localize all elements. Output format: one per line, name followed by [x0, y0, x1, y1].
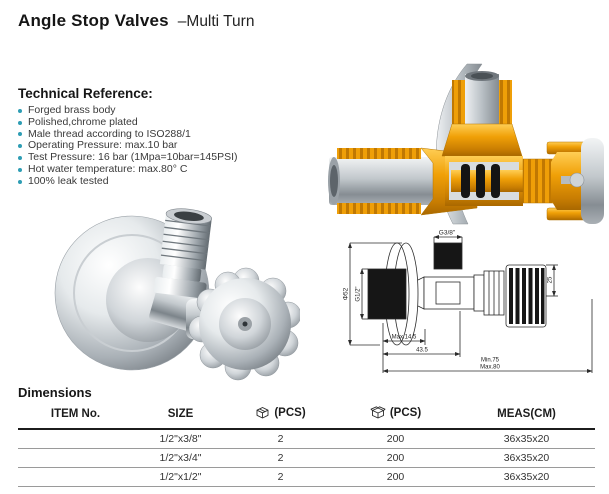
cell-size: 1/2"x1/2"	[133, 468, 228, 487]
technical-reference-section	[18, 86, 338, 188]
cell-carton-pcs: 200	[333, 429, 458, 449]
o-ring	[491, 164, 500, 198]
dimension-drawing	[340, 227, 605, 379]
bullet-icon	[18, 180, 22, 184]
inner-box-icon	[255, 406, 270, 419]
handle-cap	[581, 138, 604, 224]
pipe-bore	[330, 165, 338, 197]
list-item	[18, 164, 338, 176]
table-row	[18, 468, 595, 487]
label-wall-depth: Max.14.5	[391, 334, 417, 341]
label-top-thread: G3/8"	[438, 229, 456, 237]
list-item	[18, 176, 338, 188]
dimensions-table	[18, 402, 595, 487]
outlet-thread-left	[452, 80, 465, 124]
label-flange-diameter: Φ52	[342, 287, 350, 301]
outlet-thread-section	[434, 243, 462, 269]
col-header-meas: MEAS(CM)	[458, 402, 595, 429]
list-item-text: Hot water temperature: max.80° C	[28, 162, 188, 175]
list-item-text: Test Pressure: 16 bar (1Mpa=10bar=145PSI)	[28, 151, 238, 164]
cell-carton-pcs: 200	[333, 449, 458, 468]
inlet-pipe	[329, 157, 445, 205]
list-item-text: Male thread according to ISO288/1	[28, 127, 191, 140]
carton-box-icon	[370, 406, 386, 419]
label-handle-dim: 25	[547, 276, 554, 284]
table-row	[18, 449, 595, 468]
cell-size: 1/2"x3/4"	[133, 449, 228, 468]
cell-inner-pcs: 2	[228, 468, 333, 487]
technical-reference-list	[18, 105, 338, 188]
valve-cutaway-image	[325, 58, 605, 228]
page-header	[18, 11, 254, 31]
inlet-thread-top	[337, 148, 421, 159]
bullet-icon	[18, 144, 22, 148]
col-header-inner-pcs-label: (PCS)	[274, 406, 306, 419]
cell-inner-pcs: 2	[228, 449, 333, 468]
cell-meas: 36x35x20	[458, 468, 595, 487]
cell-meas: 36x35x20	[458, 449, 595, 468]
list-item-text: Polished,chrome plated	[28, 115, 138, 128]
label-inlet-thread: G1/2"	[355, 286, 362, 302]
page-title: Angle Stop Valves	[18, 11, 169, 30]
label-total-min: Min.75	[480, 357, 500, 364]
list-item	[18, 117, 338, 129]
o-ring	[461, 164, 470, 198]
table-row	[18, 429, 595, 449]
col-header-size: SIZE	[133, 402, 228, 429]
cell-meas: 36x35x20	[458, 429, 595, 449]
technical-reference-heading: Technical Reference:	[18, 86, 153, 101]
cell-carton-pcs: 200	[333, 468, 458, 487]
table-header-row	[18, 402, 595, 429]
col-header-carton-pcs-label: (PCS)	[389, 406, 422, 419]
bullet-icon	[18, 121, 22, 125]
dimensions-heading: Dimensions	[18, 385, 92, 400]
list-item-text: 100% leak tested	[28, 174, 109, 187]
cell-item-no	[18, 468, 133, 487]
cell-size: 1/2"x3/8"	[133, 429, 228, 449]
cell-inner-pcs: 2	[228, 429, 333, 449]
outlet-bore	[471, 73, 493, 79]
list-item-text: Operating Pressure: max.10 bar	[28, 139, 178, 152]
cell-item-no	[18, 429, 133, 449]
bullet-icon	[18, 168, 22, 172]
o-ring	[476, 164, 485, 198]
inlet-thread-section	[368, 269, 406, 319]
outlet-assembly	[153, 206, 215, 299]
col-header-item-no: ITEM No.	[18, 402, 133, 429]
label-total-max: Max.80	[480, 364, 500, 371]
screw-head	[570, 173, 584, 187]
bullet-icon	[18, 109, 22, 113]
outlet-base	[442, 124, 522, 156]
label-body-length: 43.5	[416, 347, 428, 354]
page-subtitle: –Multi Turn	[177, 13, 255, 30]
outlet-thread-right	[499, 80, 512, 124]
bullet-icon	[18, 156, 22, 160]
handle-screw	[243, 322, 248, 327]
col-header-carton-pcs	[333, 402, 458, 429]
list-item-text: Forged brass body	[28, 104, 116, 116]
col-header-inner-pcs	[228, 402, 333, 429]
bullet-icon	[18, 132, 22, 136]
cell-item-no	[18, 449, 133, 468]
inlet-thread-bottom	[337, 203, 421, 214]
valve-photo	[40, 203, 300, 385]
